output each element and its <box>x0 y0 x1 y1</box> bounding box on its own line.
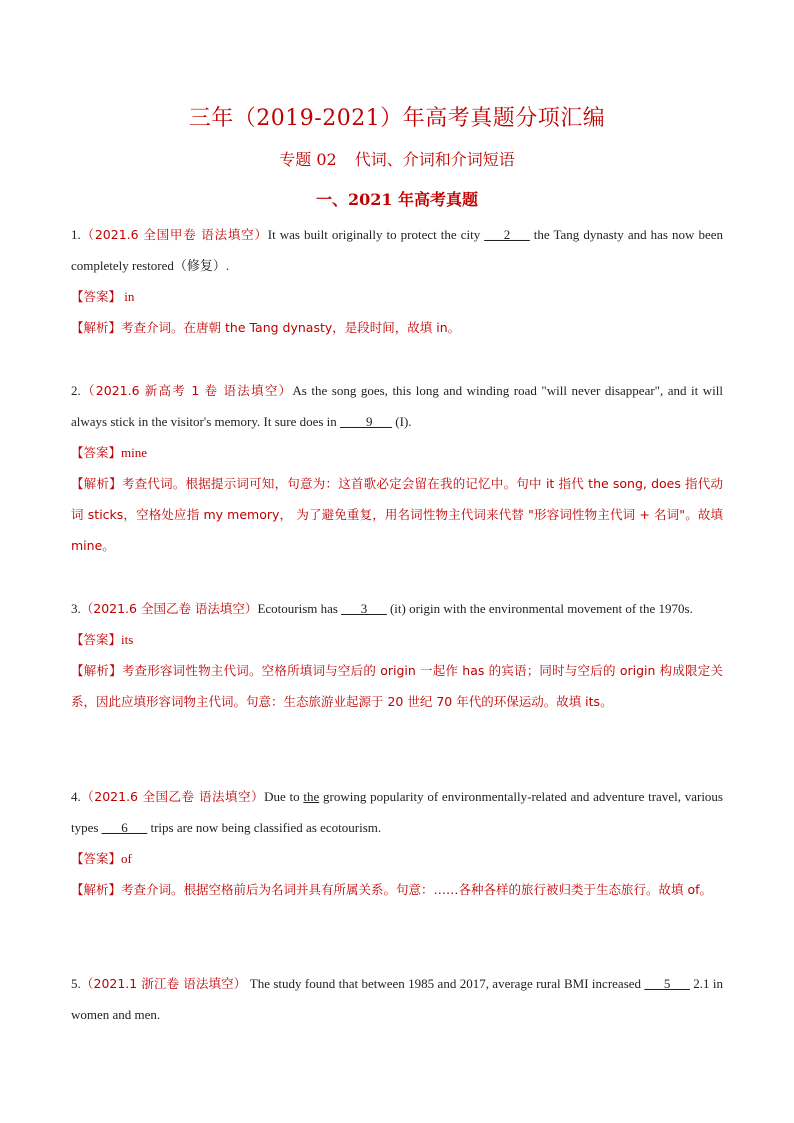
answer-blank: ___5___ <box>644 976 690 991</box>
page-title: 三年（2019-2021）年高考真题分项汇编 <box>188 106 606 131</box>
explanation <box>71 312 723 343</box>
explanation <box>71 874 723 905</box>
answer-label: 【答案】 <box>71 289 122 304</box>
topic-name: 代词、介词和介词短语 <box>354 150 515 169</box>
answer-blank: ____9___ <box>340 414 393 429</box>
question-5 <box>71 968 723 1030</box>
answer-blank: ___3___ <box>341 601 387 616</box>
question-text: 2.（2021.6 新高考 1 卷 语法填空）As the song goes, this long and winding road "will never disappear", and it will always stick in the visitor's memory. It sure does in ____9___ (I). <box>71 383 723 429</box>
answer-value: its <box>121 632 134 647</box>
answer-line <box>71 437 723 468</box>
answer-line <box>71 624 723 655</box>
answer-line <box>71 281 723 312</box>
question-source: （2021.6 全国乙卷 语法填空） <box>80 789 265 804</box>
question-4 <box>71 781 723 905</box>
explanation-label: 【解析】 <box>71 882 122 897</box>
explanation-label: 【解析】 <box>71 476 122 491</box>
question-source: （2021.1 浙江卷 语法填空） <box>80 976 247 991</box>
answer-label: 【答案】 <box>71 851 122 866</box>
explanation-text: 考查形容词性物主代词。空格所填词与空后的 origin 一起作 has 的宾语；同时与空后的 origin 构成限定关系，因此应填形容词物主代词。句意：生态旅游业起源于 20 世纪 70 年代的环保运动。故填 its。 <box>71 663 723 709</box>
question-source: （2021.6 新高考 1 卷 语法填空） <box>80 383 293 398</box>
question-text: 1.（2021.6 全国甲卷 语法填空）It was built originally to protect the city ___2___ the Tang dynasty and has now been completely restored（修复）. <box>71 227 724 273</box>
explanation-label: 【解析】 <box>71 320 122 335</box>
question-text: 5.（2021.1 浙江卷 语法填空） The study found that between 1985 and 2017, average rural BMI increased ___5___ 2.1 in women and men. <box>71 976 723 1022</box>
question-source: （2021.6 全国甲卷 语法填空） <box>80 227 268 242</box>
question-source: （2021.6 全国乙卷 语法填空） <box>80 601 258 616</box>
section-heading: 一、2021 年高考真题 <box>315 190 479 209</box>
explanation-text: 考查代词。根据提示词可知，句意为：这首歌必定会留在我的记忆中。句中 it 指代 the song, does 指代动词 sticks，空格处应指 my memory， 为了避免重复，用名词性物主代词来代替 "形容词性物主代词 + 名词"。故填 mine。 <box>71 476 723 553</box>
explanation-text: 考查介词。根据空格前后为名词并具有所属关系。句意：……各种各样的旅行被归类于生态旅行。故填 of。 <box>121 882 713 897</box>
answer-value: mine <box>121 445 148 460</box>
answer-blank: ___6___ <box>101 820 148 835</box>
answer-line <box>71 843 723 874</box>
explanation-label: 【解析】 <box>71 663 122 678</box>
explanation-text: 考查介词。在唐朝 the Tang dynasty，是段时间，故填 in。 <box>121 320 461 335</box>
explanation <box>71 468 723 561</box>
question-2 <box>71 375 723 561</box>
question-1 <box>71 219 723 343</box>
answer-label: 【答案】 <box>71 632 122 647</box>
explanation <box>71 655 723 717</box>
answer-blank: ___2___ <box>484 227 530 242</box>
answer-value: of <box>121 851 132 866</box>
topic-number: 专题 02 <box>279 150 337 169</box>
question-text: 3.（2021.6 全国乙卷 语法填空）Ecotourism has ___3___ (it) origin with the environmental movement of the 1970s. <box>71 601 693 616</box>
question-3 <box>71 593 723 717</box>
topic-subtitle <box>0 147 794 170</box>
underlined-word: the <box>303 789 320 804</box>
question-text: 4.（2021.6 全国乙卷 语法填空）Due to the growing popularity of environmentally-related and adventure travel, various types ___6___ trips are now being classified as ecotourism. <box>71 789 723 835</box>
answer-value: in <box>121 289 135 304</box>
answer-label: 【答案】 <box>71 445 122 460</box>
